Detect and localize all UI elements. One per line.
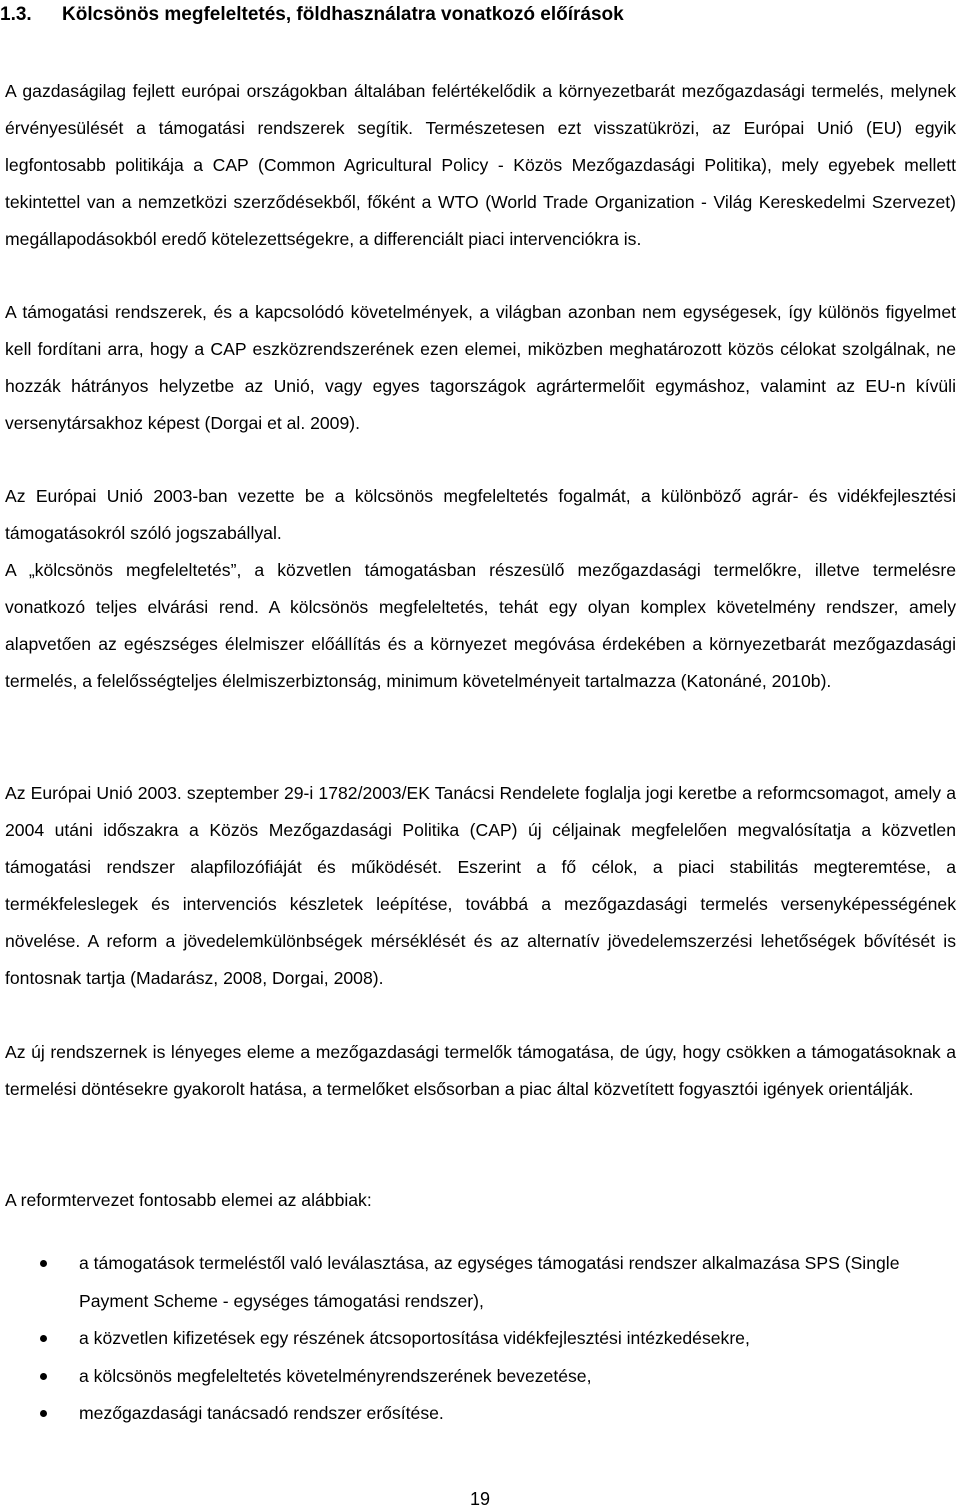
list-item [0, 1395, 960, 1433]
list-item [0, 1320, 960, 1358]
reform-elements-list [0, 1245, 960, 1433]
page-number: 19 [469, 1489, 491, 1509]
list-item [0, 1358, 960, 1396]
paragraph-7: A reformtervezet fontosabb elemei az alábbiak: [5, 1190, 372, 1210]
list-item-text: a közvetlen kifizetések egy részének átcsoportosítása vidékfejlesztési intézkedésekre, [79, 1328, 750, 1348]
list-item-text: mezőgazdasági tanácsadó rendszer erősítése. [79, 1403, 444, 1423]
bullet-icon [40, 1373, 47, 1380]
paragraph-1: A gazdaságilag fejlett európai országokban általában felértékelődik a környezetbarát mezőgazdasági termelés, melynek érvényesülését a támogatási rendszerek segítik. Természetesen ezt visszatükrözi, az Európai Unió (EU) egyik legfontosabb politikája a CAP (Common Agricultural Policy - Közös Mezőgazdasági Politika), mely egyebek mellett tekintettel van a nemzetközi szerződésekből, főként a WTO (World Trade Organization - Világ Kereskedelmi Szervezet) megállapodásokból eredő kötelezettségekre, a differenciált piaci intervenciókra is. [5, 81, 956, 249]
section-title: Kölcsönös megfeleltetés, földhasználatra vonatkozó előírások [62, 4, 624, 25]
paragraph-6: Az új rendszernek is lényeges eleme a mezőgazdasági termelők támogatása, de úgy, hogy csökken a támogatásoknak a termelési döntésekre gyakorolt hatása, a termelőket elsősorban a piac által közvetített fogyasztói igények orientálják. [5, 1042, 956, 1099]
paragraph-5: Az Európai Unió 2003. szeptember 29-i 1782/2003/EK Tanácsi Rendelete foglalja jogi keretbe a reformcsomagot, amely a 2004 utáni időszakra a Közös Mezőgazdasági Politika (CAP) új céljainak megfelelően megvalósítatja a közvetlen támogatási rendszer alapfilozófiáját és működését. Eszerint a fő célok, a piaci stabilitás megteremtése, a termékfeleslegek és intervenciós készletek leépítése, továbbá a mezőgazdasági termelés versenyképességének növelése. A reform a jövedelemkülönbségek mérséklését és az alternatív jövedelemszerzési lehetőségek bővítését is fontosnak tartja (Madarász, 2008, Dorgai, 2008). [5, 783, 956, 988]
list-item [0, 1245, 960, 1320]
list-item-text: a kölcsönös megfeleltetés követelményrendszerének bevezetése, [79, 1365, 592, 1386]
paragraph-3: Az Európai Unió 2003-ban vezette be a kölcsönös megfeleltetés fogalmát, a különböző agrár- és vidékfejlesztési támogatásokról szóló jogszabállyal. [5, 486, 956, 543]
paragraph-2: A támogatási rendszerek, és a kapcsolódó követelmények, a világban azonban nem egységesek, így különös figyelmet kell fordítani arra, hogy a CAP eszközrendszerének ezen elemei, miközben meghatározott közös célokat szolgálnak, ne hozzák hátrányos helyzetbe az Unió, vagy egyes tagországok agrártermelőit egymáshoz, valamint az EU-n kívüli versenytársakhoz képest (Dorgai et al. 2009). [5, 302, 956, 433]
section-heading [0, 2, 960, 28]
list-item-text: a támogatások termeléstől való leválasztása, az egységes támogatási rendszer alkalmazása SPS (Single Payment Scheme - egységes támogatási rendszer), [79, 1253, 900, 1311]
section-number: 1.3. [0, 4, 32, 25]
bullet-icon [40, 1260, 47, 1267]
bullet-icon [40, 1335, 47, 1342]
paragraph-4: A „kölcsönös megfeleltetés”, a közvetlen támogatásban részesülő mezőgazdasági termelőkre, illetve termelésre vonatkozó teljes elvárási rend. A kölcsönös megfeleltetés, tehát egy olyan komplex követelmény rendszer, amely alapvetően az egészséges élelmiszer előállítás és a környezet megóvása érdekében a környezetbarát mezőgazdasági termelés, a felelősségteljes élelmiszerbiztonság, minimum követelményeit tartalmazza (Katonáné, 2010b). [5, 560, 956, 691]
bullet-icon [40, 1410, 47, 1417]
